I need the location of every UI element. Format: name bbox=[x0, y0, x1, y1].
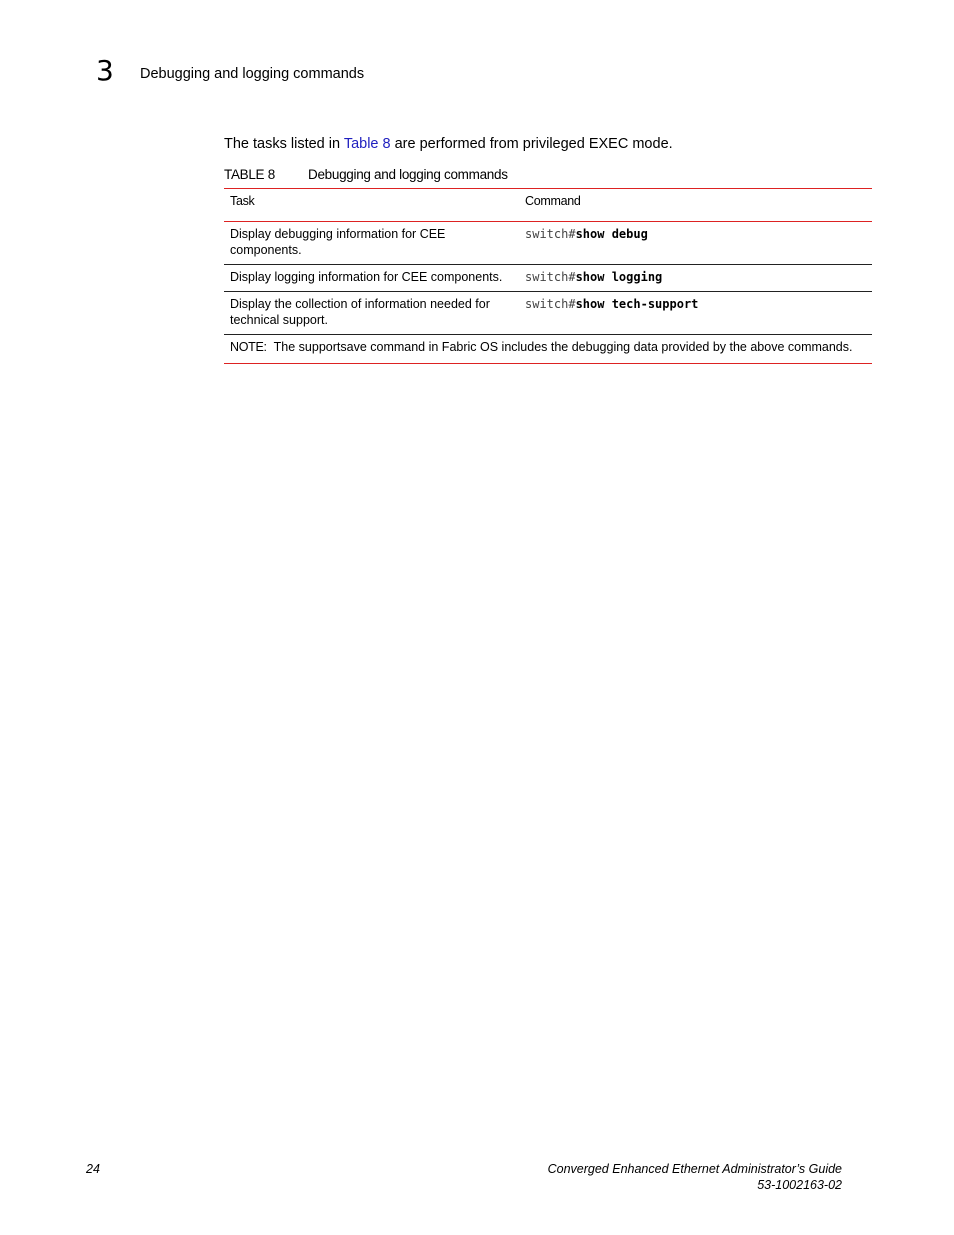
command-cell bbox=[519, 222, 872, 265]
note-text-after: command in Fabric OS includes the debugging data provided by the above commands. bbox=[366, 340, 853, 354]
command-text: show tech-support bbox=[575, 297, 699, 311]
task-cell: Display the collection of information needed for technical support. bbox=[224, 292, 519, 335]
command-text: show logging bbox=[575, 270, 663, 284]
chapter-number: 3 bbox=[96, 54, 114, 87]
intro-text-after: are performed from privileged EXEC mode. bbox=[390, 136, 673, 152]
note-keyword: supportsave bbox=[298, 340, 367, 354]
task-cell: Display debugging information for CEE components. bbox=[224, 222, 519, 265]
intro-paragraph bbox=[224, 135, 673, 153]
debugging-commands-table bbox=[224, 188, 872, 364]
table-8-link[interactable]: Table 8 bbox=[343, 136, 391, 152]
note-text-before: The bbox=[273, 340, 299, 354]
task-cell: Display logging information for CEE components. bbox=[224, 265, 519, 292]
note-cell bbox=[224, 335, 872, 364]
table-caption bbox=[224, 166, 508, 184]
command-prompt: switch# bbox=[525, 270, 576, 284]
command-cell bbox=[519, 292, 872, 335]
table-row bbox=[224, 265, 872, 292]
command-text: show debug bbox=[575, 227, 648, 241]
table-caption-title: Debugging and logging commands bbox=[308, 167, 508, 182]
note-label: NOTE: bbox=[230, 340, 267, 354]
table-caption-label: TABLE 8 bbox=[224, 167, 275, 182]
intro-text-before: The tasks listed in bbox=[224, 136, 344, 152]
table-row bbox=[224, 292, 872, 335]
table-header-row bbox=[224, 189, 872, 222]
table-note-row bbox=[224, 335, 872, 364]
command-prompt: switch# bbox=[525, 227, 576, 241]
footer-doc-title: Converged Enhanced Ethernet Administrator’s Guide bbox=[547, 1162, 842, 1176]
chapter-title: Debugging and logging commands bbox=[140, 66, 365, 82]
footer-doc-number: 53-1002163-02 bbox=[757, 1178, 842, 1192]
column-header-task: Task bbox=[224, 189, 519, 222]
command-prompt: switch# bbox=[525, 297, 576, 311]
column-header-command: Command bbox=[519, 189, 872, 222]
page-number: 24 bbox=[86, 1162, 100, 1176]
table-row bbox=[224, 222, 872, 265]
command-cell bbox=[519, 265, 872, 292]
